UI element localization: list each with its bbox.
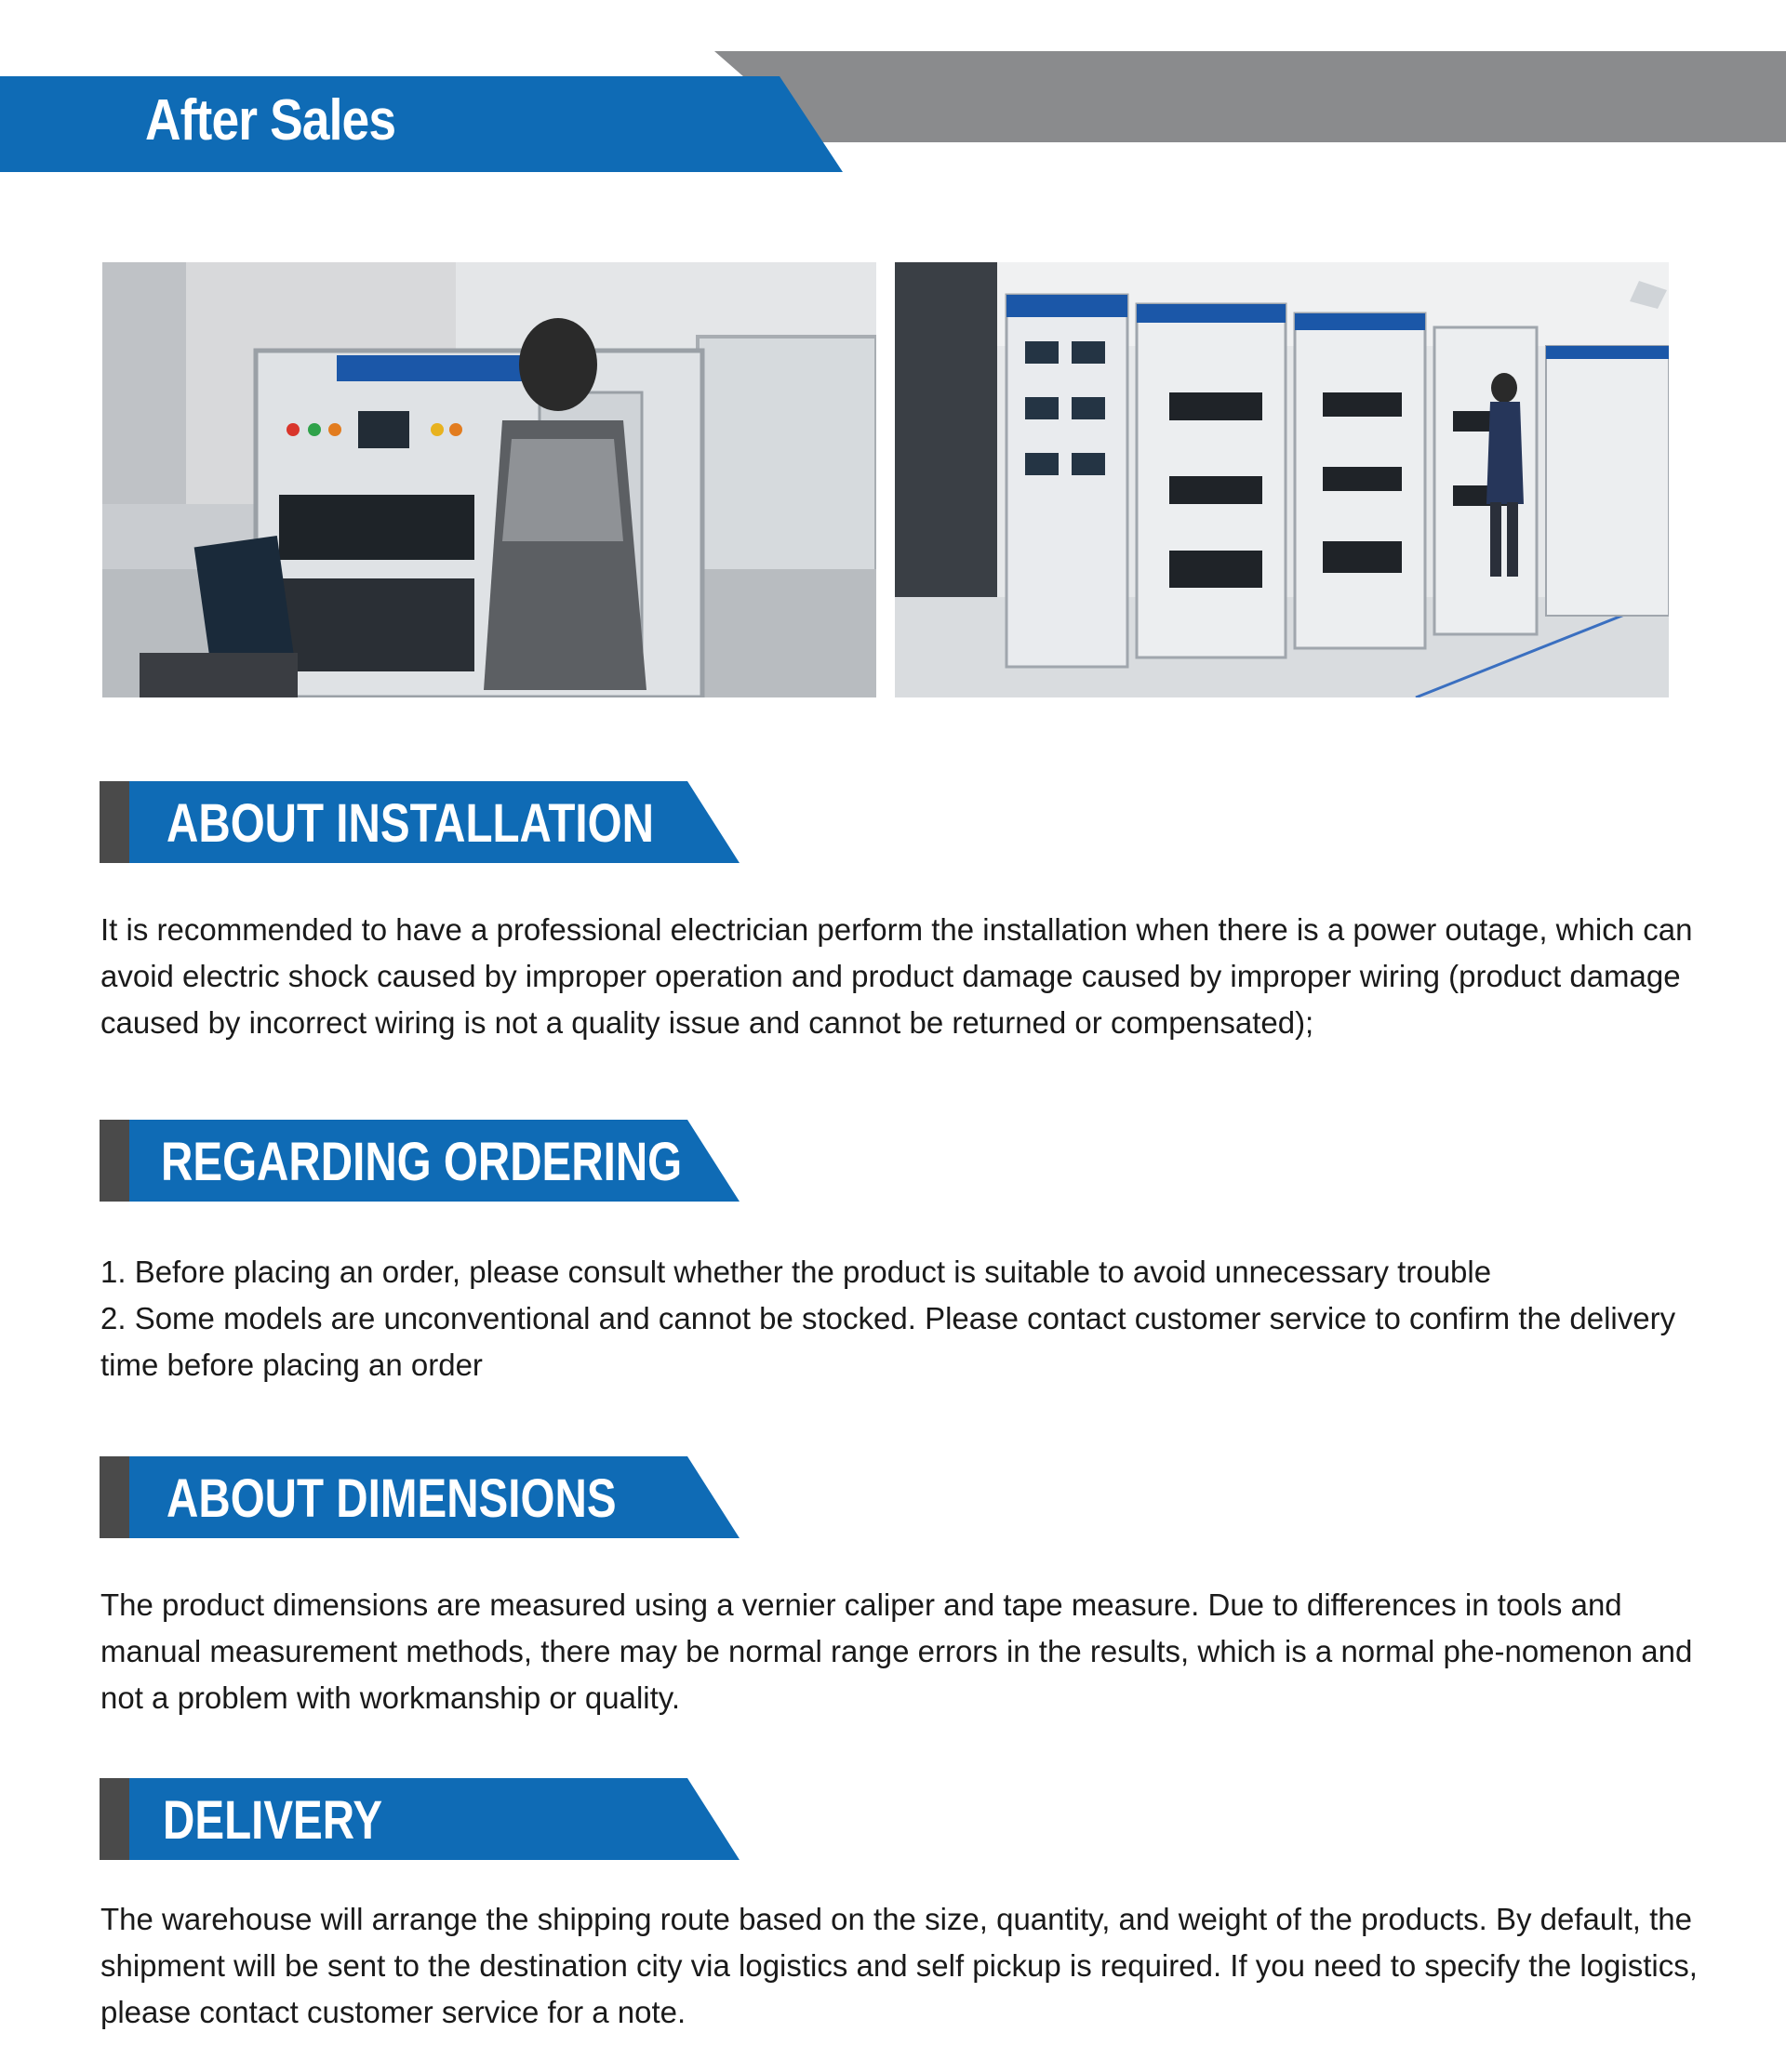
list-item: 1. Before placing an order, please consult whether the product is suitable to avoid unnecessary trouble	[100, 1255, 1492, 1289]
section-header-ordering	[100, 1120, 740, 1202]
section-header-dimensions	[100, 1456, 740, 1538]
section-header-delivery	[100, 1778, 740, 1860]
section-title: ABOUT INSTALLATION	[167, 793, 654, 854]
page-title: After Sales	[145, 88, 396, 153]
paragraph: The product dimensions are measured using a vernier caliper and tape measure. Due to differences in tools and manual measurement methods, there may be normal range errors in the results, which is a normal phe-nomenon and not a problem with workmanship or quality.	[100, 1587, 1693, 1715]
testing-station-photo	[102, 262, 876, 697]
aging-cabinet-photo	[895, 262, 1669, 697]
section-title: REGARDING ORDERING	[161, 1132, 683, 1192]
section-body-ordering	[100, 1249, 1700, 1388]
section-body-installation	[100, 907, 1700, 1046]
section-body-dimensions	[100, 1582, 1700, 1721]
paragraph: The warehouse will arrange the shipping route based on the size, quantity, and weight of the products. By default, the shipment will be sent to the destination city via logistics and self pickup is required. If you need to specify the logistics, please contact customer service for a note.	[100, 1902, 1698, 2029]
section-header-installation	[100, 781, 740, 863]
section-title: DELIVERY	[163, 1790, 383, 1851]
list-item: 2. Some models are unconventional and cannot be stocked. Please contact customer service to confirm the delivery time before placing an order	[100, 1301, 1676, 1382]
section-body-delivery	[100, 1896, 1700, 2036]
section-title: ABOUT DIMENSIONS	[167, 1468, 617, 1529]
header-banner	[0, 0, 1786, 186]
paragraph: It is recommended to have a professional electrician perform the installation when there is a power outage, which can avoid electric shock caused by improper operation and product damage caused by improper wiring (product damage caused by incorrect wiring is not a quality issue and cannot be returned or compensated);	[100, 912, 1693, 1040]
